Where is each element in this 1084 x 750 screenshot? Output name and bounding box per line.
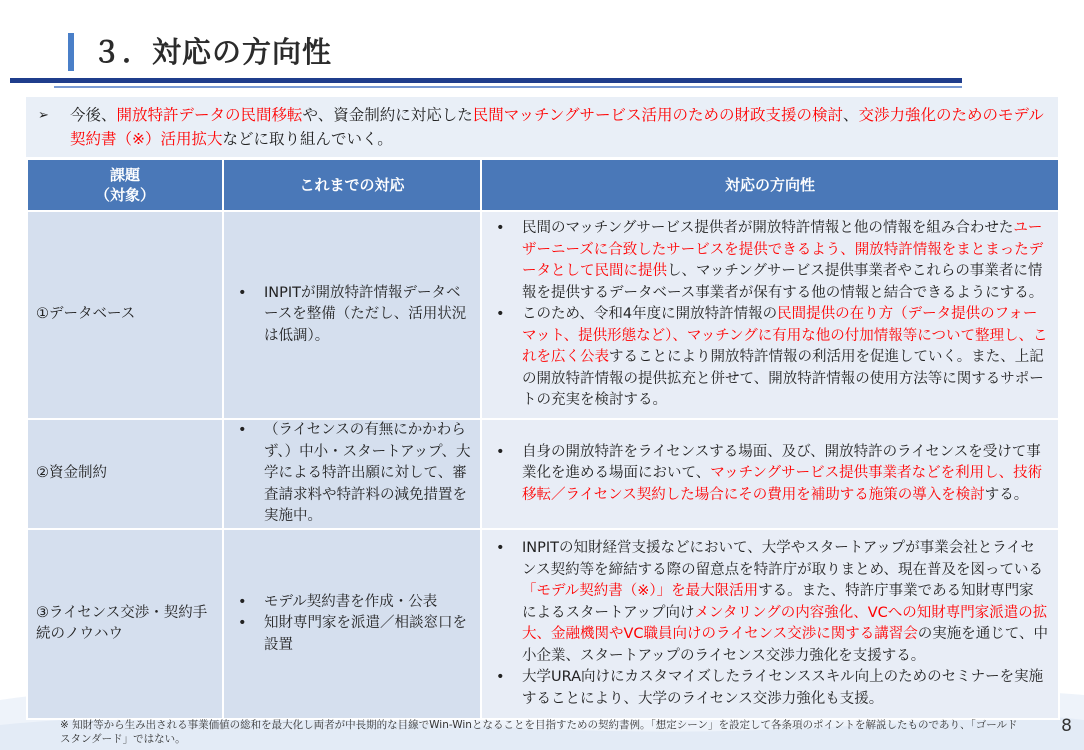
highlighted-text: 民間マッチングサービス活用のための財政支援の検討 [472,106,844,124]
list-item [490,667,1048,710]
text-segment: することにより開放特許情報の利活用を促進していく。また、上記の開放特許情報の提供拡充と併せて、開放特許情報の使用方法等に関するサポートの充実を検討する。 [522,349,1044,409]
list-item [490,538,1048,667]
footnote: ※ 知財等から生み出される事業価値の総和を最大化し両者が中長期的な目線でWin-Winとなることを目指すための契約書例。「想定シーン」を設定して各条項のポイントを解説したものであり、「ゴールドスタンダード」ではない。 [60,719,1018,745]
direction-cell [481,419,1059,529]
past-response-cell [223,529,481,719]
list-item-text: モデル契約書を作成・公表 [264,593,438,610]
text-segment: 自身の開放特許をライセンスする場面、及び、開放特許のライセンスを受けて事業化を進める場面において、 [522,443,1041,482]
text-segment: 民間のマッチングサービス提供者が開放特許情報と他の情報を組み合わせた [522,220,1014,237]
bullet-icon: • [496,669,505,685]
bullet-icon: • [496,306,505,323]
bullet-icon: • [238,284,247,301]
page-number: 8 [1061,716,1072,736]
text-segment: の実施を通じて、中小企業、スタートアップのライセンス交渉力強化を支援する。 [522,626,1048,664]
highlighted-text: マッチングサービス提供事業者などを利用し、技術移転／ライセンス契約した場合にその費用を補助する施策の導入を検討 [522,465,1043,503]
bullet-icon: • [496,540,505,556]
text-segment: などに取り組んでいく。 [222,130,393,148]
header-issue: 課題 （対象） [27,159,223,211]
text-segment: し、マッチングサービス提供事業者やこれらの事業者に情報を提供するデータベース事業者が保有する他の情報と結合できるようにする。 [522,263,1044,301]
bullet-icon: • [238,422,247,439]
bullet-icon: • [238,593,247,610]
title-underline-thick [10,78,962,83]
list-item-text: INPITが開放特許情報データベースを整備（ただし、活用状況は低調）。 [264,284,467,344]
highlighted-text: 民間提供の在り方（データ提供のフォーマット、提供形態など）、マッチングに有用な他の付加情報等について整理し、これを広く公表 [522,306,1048,366]
highlighted-text: 開放特許データの民間移転 [116,106,303,124]
table-row [27,529,1059,719]
title-underline-thin [54,86,962,88]
list-item [490,218,1048,304]
highlighted-text: 交渉力強化のためのモデル契約書（※）活用拡大 [70,106,1044,148]
list-item [490,304,1048,412]
issue-cell: ③ライセンス交渉・契約手続のノウハウ [27,529,223,719]
text-segment: 大学URA向けにカスタマイズしたライセンススキル向上のためのセミナーを実施することにより、大学のライセンス交渉力強化も支援。 [522,669,1044,707]
arrow-bullet-icon: ➢ [38,108,49,123]
bullet-icon: • [238,615,247,632]
text-segment: INPITの知財経営支援などにおいて、大学やスタートアップが事業会社とライセンス契約等を締結する際の留意点を特許庁が取りまとめ、現在普及を図っている [522,540,1043,578]
page-title: ３．対応の方向性 [92,35,333,69]
direction-table [26,158,1060,720]
text-segment: 、 [843,106,859,124]
highlighted-text: メンタリングの内容強化、VCへの知財専門家派遣の拡大、金融機関やVC職員向けのライセンス交渉に関する講習会 [522,604,1048,642]
list-item-text: 知財専門家を派遣／相談窓口を設置 [264,615,467,653]
issue-cell: ①データベース [27,211,223,419]
table-header-row [27,159,1059,211]
bullet-icon: • [496,220,505,237]
list-item [232,613,474,656]
issue-cell: ②資金制約 [27,419,223,529]
list-item [232,283,474,348]
direction-cell [481,529,1059,719]
highlighted-text: ユーザーニーズに合致したサービスを提供できるよう、開放特許情報をまとまったデータとして民間に提供 [522,220,1044,280]
summary-box [26,97,1058,157]
list-item [490,442,1048,507]
text-segment: や、資金制約に対応した [302,106,473,124]
summary-text [40,103,1048,151]
table-row [27,419,1059,529]
highlighted-text: 「モデル契約書（※）」を最大限活用 [522,583,759,599]
past-response-cell [223,419,481,529]
text-segment: する。 [984,486,1029,503]
bullet-icon: • [496,443,505,460]
list-item-text: （ライセンスの有無にかかわらず、）中小・スタートアップ、大学による特許出願に対して、審査請求料や特許料の減免措置を実施中。 [264,422,471,525]
past-response-cell [223,211,481,419]
title-accent-bar [68,33,74,71]
direction-cell [481,211,1059,419]
text-segment: する。また、特許庁事業である知財専門家によるスタートアップ向け [522,583,1034,621]
table-row [27,211,1059,419]
list-item [232,420,474,528]
list-item [232,592,474,614]
text-segment: このため、令和4年度に開放特許情報の [522,306,778,323]
text-segment: 今後、 [70,106,117,124]
header-past-response: これまでの対応 [223,159,481,211]
header-direction: 対応の方向性 [481,159,1059,211]
